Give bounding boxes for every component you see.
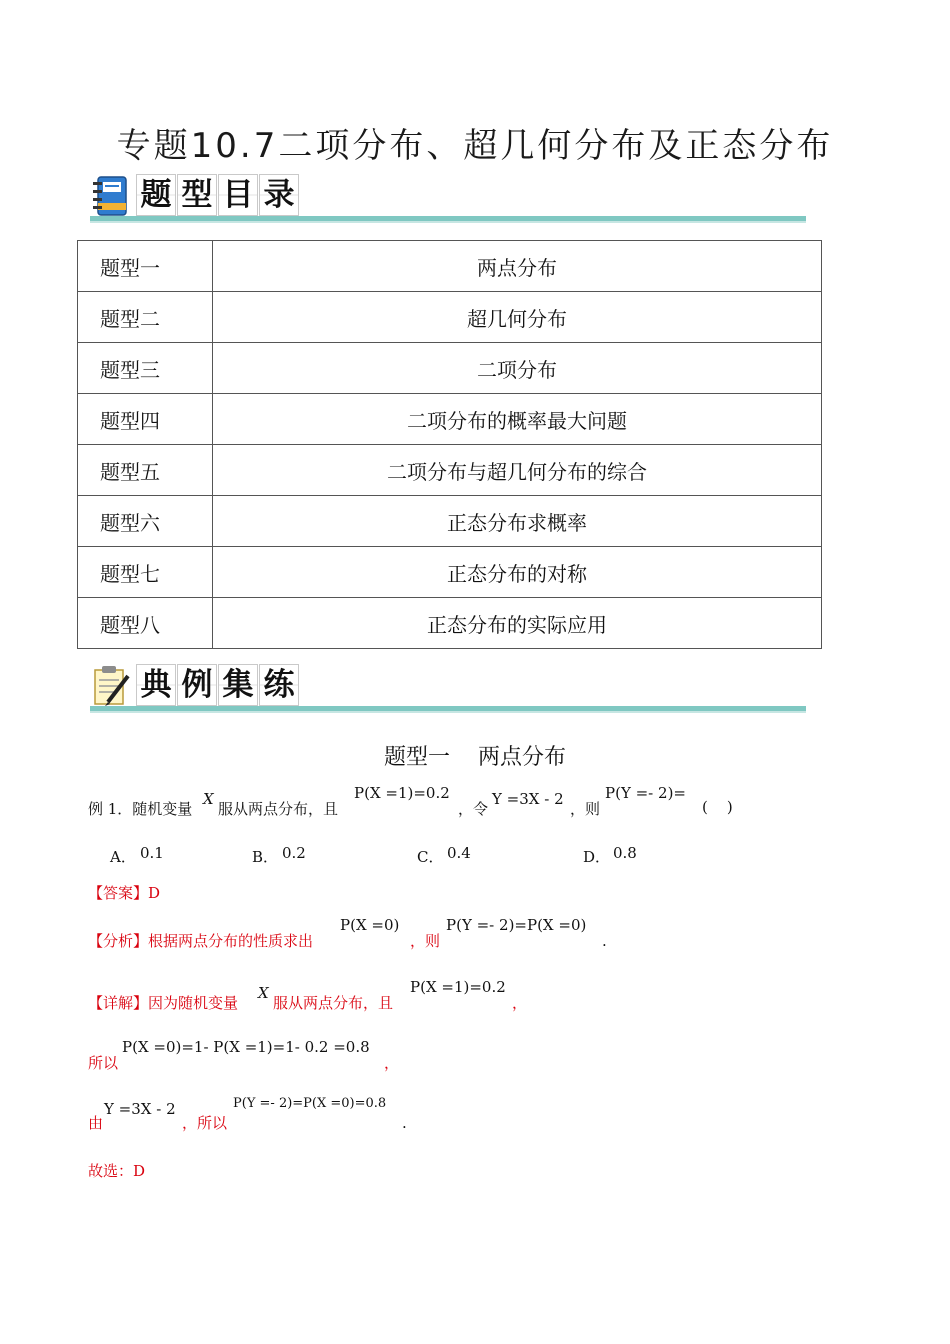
detail-line3-mid: ，所以 bbox=[182, 1114, 228, 1132]
given-probability: P(X =1)=0.2 bbox=[354, 784, 450, 802]
toc-type: 题型四 bbox=[78, 394, 213, 445]
asked-probability: P(Y =- 2)= bbox=[605, 784, 686, 802]
analysis-body: 根据两点分布的性质求出 bbox=[148, 932, 314, 950]
toc-section-header bbox=[88, 172, 808, 228]
section-heading: 题型一 两点分布 bbox=[384, 745, 566, 770]
section-char: 集 bbox=[218, 664, 258, 706]
analysis-math-1: P(X =0) bbox=[340, 916, 400, 934]
option-value: 0.2 bbox=[282, 844, 306, 862]
detail-end-2: ， bbox=[384, 1054, 400, 1072]
toc-topic: 正态分布的实际应用 bbox=[213, 598, 822, 649]
toc-topic: 两点分布 bbox=[213, 241, 822, 292]
toc-topic: 二项分布 bbox=[213, 343, 822, 394]
table-row bbox=[78, 496, 822, 547]
notebook-icon bbox=[92, 174, 130, 218]
var-x: X bbox=[203, 790, 214, 808]
detail-end-3: . bbox=[402, 1114, 407, 1132]
detail-text bbox=[88, 992, 238, 1013]
option-value: 0.1 bbox=[140, 844, 164, 862]
toc-topic: 正态分布求概率 bbox=[213, 496, 822, 547]
example-sep: ，令 bbox=[458, 800, 489, 818]
section-char: 目 bbox=[218, 174, 258, 216]
answer-tag: 【答案】 bbox=[88, 884, 149, 902]
conclusion: 故选：D bbox=[88, 1162, 146, 1180]
detail-math-4: P(Y =- 2)=P(X =0)=0.8 bbox=[233, 1096, 387, 1111]
pen-notepad-icon bbox=[92, 664, 130, 708]
section-char: 例 bbox=[177, 664, 217, 706]
table-row bbox=[78, 598, 822, 649]
transformation: Y =3X - 2 bbox=[492, 790, 564, 808]
answer-value: D bbox=[148, 884, 161, 902]
detail-end-1: ， bbox=[512, 994, 528, 1012]
table-row bbox=[78, 292, 822, 343]
detail-line3-text: 由 bbox=[88, 1114, 104, 1132]
toc-topic: 超几何分布 bbox=[213, 292, 822, 343]
example-mid: 服从两点分布，且 bbox=[218, 800, 339, 818]
option-label: D． bbox=[583, 848, 611, 866]
table-row bbox=[78, 394, 822, 445]
answer-paren: ( ) bbox=[702, 798, 733, 816]
analysis-tag: 【分析】 bbox=[88, 932, 149, 950]
toc-type: 题型二 bbox=[78, 292, 213, 343]
analysis-text bbox=[88, 930, 313, 951]
detail-body: 因为随机变量 bbox=[148, 994, 239, 1012]
analysis-end: . bbox=[602, 932, 607, 950]
analysis-math-2: P(Y =- 2)=P(X =0) bbox=[446, 916, 587, 934]
section-char: 型 bbox=[177, 174, 217, 216]
section-char: 录 bbox=[259, 174, 299, 216]
section-underline bbox=[90, 216, 806, 223]
toc-topic: 正态分布的对称 bbox=[213, 547, 822, 598]
table-row bbox=[78, 343, 822, 394]
page-title: 专题10.7二项分布、超几何分布及正态分布 bbox=[116, 126, 834, 166]
section-char: 典 bbox=[136, 664, 176, 706]
detail-line2-text: 所以 bbox=[88, 1054, 119, 1072]
detail-var-x: X bbox=[258, 984, 269, 1002]
table-row bbox=[78, 241, 822, 292]
detail-math-2: P(X =0)=1- P(X =1)=1- 0.2 =0.8 bbox=[122, 1038, 370, 1056]
toc-topic: 二项分布的概率最大问题 bbox=[213, 394, 822, 445]
detail-math-3: Y =3X - 2 bbox=[104, 1100, 176, 1118]
toc-topic: 二项分布与超几何分布的综合 bbox=[213, 445, 822, 496]
option-label: B． bbox=[252, 848, 279, 866]
option-value: 0.4 bbox=[447, 844, 471, 862]
toc-type: 题型三 bbox=[78, 343, 213, 394]
toc-type: 题型八 bbox=[78, 598, 213, 649]
section-char: 题 bbox=[136, 174, 176, 216]
section-underline bbox=[90, 706, 806, 713]
option-value: 0.8 bbox=[613, 844, 637, 862]
detail-math-1: P(X =1)=0.2 bbox=[410, 978, 506, 996]
answer-label bbox=[88, 882, 160, 903]
example-sep: ，则 bbox=[570, 800, 601, 818]
detail-body-2: 服从两点分布，且 bbox=[273, 994, 394, 1012]
option-label: C． bbox=[417, 848, 444, 866]
table-row bbox=[78, 445, 822, 496]
example-intro: 例 1．随机变量 bbox=[88, 800, 193, 818]
toc-type: 题型五 bbox=[78, 445, 213, 496]
option-label: A． bbox=[110, 848, 136, 866]
toc-table bbox=[77, 240, 822, 649]
example-section-header bbox=[88, 662, 808, 718]
toc-type: 题型七 bbox=[78, 547, 213, 598]
section-char: 练 bbox=[259, 664, 299, 706]
toc-type: 题型六 bbox=[78, 496, 213, 547]
analysis-then: ，则 bbox=[410, 932, 441, 950]
table-row bbox=[78, 547, 822, 598]
toc-type: 题型一 bbox=[78, 241, 213, 292]
detail-tag: 【详解】 bbox=[88, 994, 149, 1012]
